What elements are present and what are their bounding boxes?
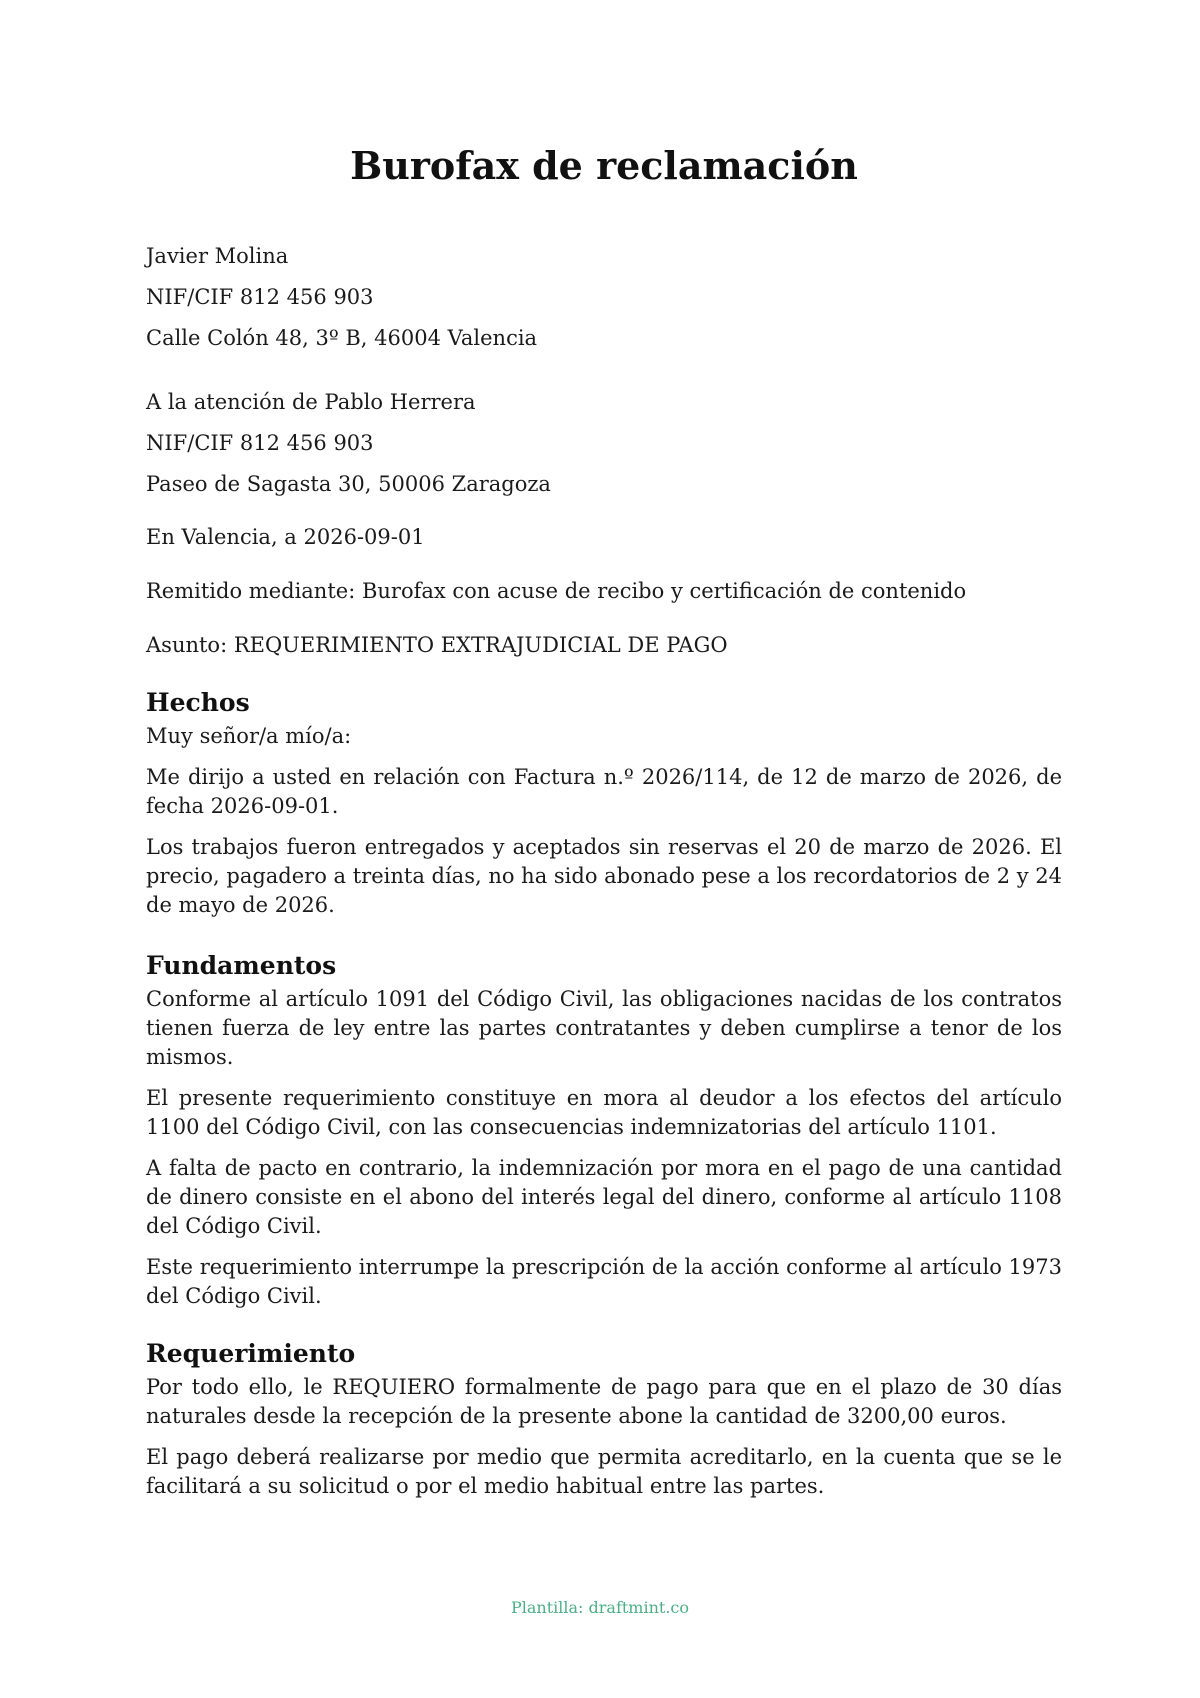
- document-title: Burofax de reclamación: [350, 143, 858, 188]
- requerimiento-paragraph-1: Por todo ello, le REQUIERO formalmente de pago para que en el plazo de 30 días naturales desde la recepción de la presente abone la cantidad de 3200,00 euros.: [146, 1375, 1062, 1428]
- subject-line: Asunto: REQUERIMIENTO EXTRAJUDICIAL DE PAGO: [146, 633, 728, 657]
- place-date: En Valencia, a 2026-09-01: [146, 525, 425, 549]
- sent-via-block: [146, 576, 1062, 606]
- sender-nif: NIF/CIF 812 456 903: [146, 285, 374, 309]
- section-fundamentos: [146, 949, 1062, 1323]
- recipient-block: [146, 382, 1062, 505]
- recipient-address: Paseo de Sagasta 30, 50006 Zaragoza: [146, 472, 551, 496]
- greeting: Muy señor/a mío/a:: [146, 724, 352, 748]
- sent-via: Remitido mediante: Burofax con acuse de recibo y certificación de contenido: [146, 579, 967, 603]
- section-heading-requerimiento: Requerimiento: [146, 1339, 356, 1368]
- recipient-nif: NIF/CIF 812 456 903: [146, 431, 374, 455]
- requerimiento-paragraph-2: El pago deberá realizarse por medio que permita acreditarlo, en la cuenta que se le facilitará a su solicitud o por el medio habitual entre las partes.: [146, 1445, 1062, 1498]
- section-heading-hechos: Hechos: [146, 688, 250, 717]
- sender-block: [146, 246, 1062, 359]
- section-requerimiento: [146, 1337, 1062, 1513]
- template-footer: Plantilla: draftmint.co: [510, 1598, 689, 1617]
- hechos-paragraph-2: Los trabajos fueron entregados y aceptados sin reservas el 20 de marzo de 2026. El precio, pagadero a treinta días, no ha sido abonado pese a los recordatorios de 2 y 24 de mayo de 2026.: [146, 835, 1062, 917]
- subject-block: [146, 630, 1062, 660]
- sender-address: Calle Colón 48, 3º B, 46004 Valencia: [146, 326, 538, 350]
- fundamentos-paragraph-4: Este requerimiento interrumpe la prescripción de la acción conforme al artículo 1973 del Código Civil.: [146, 1255, 1062, 1308]
- fundamentos-paragraph-1: Conforme al artículo 1091 del Código Civil, las obligaciones nacidas de los contratos tienen fuerza de ley entre las partes contratantes y deben cumplirse a tenor de los mismos.: [146, 987, 1062, 1069]
- fundamentos-paragraph-3: A falta de pacto en contrario, la indemnización por mora en el pago de una cantidad de dinero consiste en el abono del interés legal del dinero, conforme al artículo 1108 del Código Civil.: [146, 1156, 1062, 1238]
- recipient-attention: A la atención de Pablo Herrera: [146, 390, 476, 414]
- section-hechos: [146, 686, 1062, 932]
- fundamentos-paragraph-2: El presente requerimiento constituye en mora al deudor a los efectos del artículo 1100 del Código Civil, con las consecuencias indemnizatorias del artículo 1101.: [146, 1086, 1062, 1139]
- sender-name: Javier Molina: [146, 244, 289, 268]
- section-heading-fundamentos: Fundamentos: [146, 951, 337, 980]
- hechos-paragraph-1: Me dirijo a usted en relación con Factura n.º 2026/114, de 12 de marzo de 2026, de fecha 2026-09-01.: [146, 765, 1062, 818]
- place-date-block: [146, 522, 1062, 552]
